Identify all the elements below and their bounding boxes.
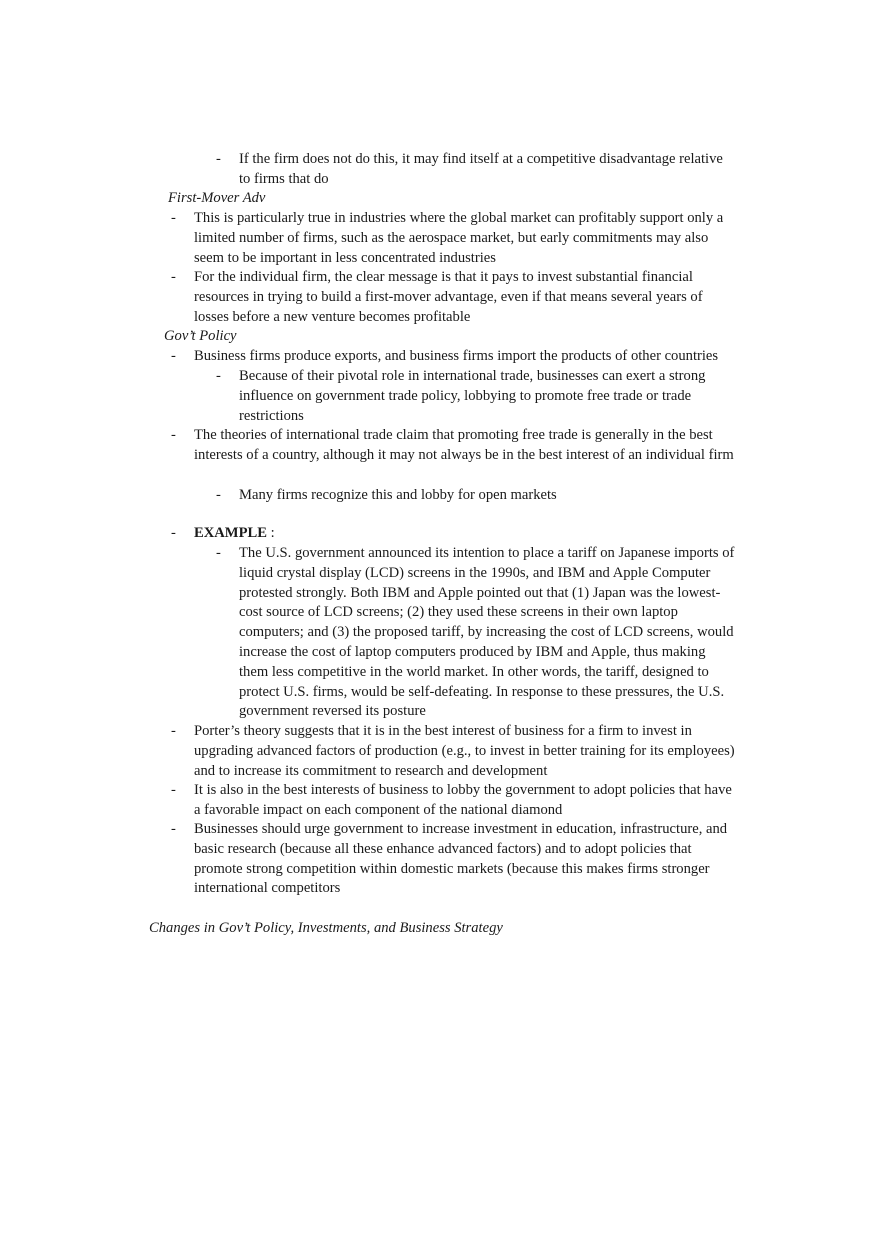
bullet-dash: - — [171, 348, 176, 364]
list-item — [171, 209, 736, 268]
bullet-dash: - — [171, 723, 176, 739]
list-item — [171, 347, 736, 367]
sub-list-item — [216, 486, 736, 506]
bullet-text: Porter’s theory suggests that it is in the best interest of business for a firm to invest in upgrading advanced factors of production (e.g., to invest in better training for its employees) and to increase its commitment to research and development — [194, 723, 735, 779]
bullet-dash: - — [171, 782, 176, 798]
bullet-text: Because of their pivotal role in international trade, businesses can exert a strong influence on government trade policy, lobbying to promote free trade or trade restrictions — [239, 368, 706, 424]
bullet-dash: - — [216, 368, 221, 384]
list-item — [171, 820, 736, 899]
bullet-dash: - — [216, 151, 221, 167]
bullet-dash: - — [216, 487, 221, 503]
list-item — [171, 722, 736, 781]
bullet-text: It is also in the best interests of business to lobby the government to adopt policies that have a favorable impact on each component of the national diamond — [194, 782, 732, 818]
list-item — [171, 268, 736, 327]
sub-list-item — [216, 544, 736, 722]
bullet-dash: - — [171, 269, 176, 285]
sub-list-item — [216, 367, 736, 426]
bullet-dash: - — [216, 545, 221, 561]
intro-bullet — [216, 150, 736, 190]
bullet-dash: - — [171, 210, 176, 226]
section-heading-first-mover: First-Mover Adv — [168, 190, 266, 206]
list-item — [171, 781, 736, 821]
example-label-suffix: : — [266, 525, 275, 541]
bullet-dash: - — [171, 821, 176, 837]
list-item — [171, 426, 736, 466]
bullet-dash: - — [171, 525, 176, 541]
bullet-dash: - — [171, 427, 176, 443]
section-heading-govt-policy: Gov’t Policy — [164, 328, 237, 344]
bullet-text: For the individual firm, the clear message is that it pays to invest substantial financial resources in trying to build a first-mover advantage, even if that means several years of losses before a new venture becomes profitable — [194, 269, 703, 325]
bullet-text: This is particularly true in industries where the global market can profitably support only a limited number of firms, such as the aerospace market, but early commitments may also seem to be important in less concentrated industries — [194, 210, 724, 266]
example-label: EXAMPLE — [194, 525, 267, 541]
bullet-text: The theories of international trade claim that promoting free trade is generally in the best interests of a country, although it may not always be in the best interest of an individual firm — [194, 427, 734, 463]
example-label-item — [171, 524, 736, 544]
closing-heading: Changes in Gov’t Policy, Investments, and Business Strategy — [149, 920, 503, 936]
bullet-text: If the firm does not do this, it may find itself at a competitive disadvantage relative to firms that do — [239, 151, 723, 187]
bullet-text: Businesses should urge government to increase investment in education, infrastructure, and basic research (because all these enhance advanced factors) and to adopt policies that promote strong competition within domestic markets (because this makes firms stronger international competitors — [194, 821, 728, 897]
example-text: The U.S. government announced its intention to place a tariff on Japanese imports of liquid crystal display (LCD) screens in the 1990s, and IBM and Apple Computer protested strongly. Both IBM and Apple pointed out that (1) Japan was the lowest-cost source of LCD screens; (2) they used these screens in their own laptop computers; and (3) the proposed tariff, by increasing the cost of LCD screens, would increase the cost of laptop computers produced by IBM and Apple, thus making them less competitive in the world market. In other words, the tariff, designed to protect U.S. firms, would be self-defeating. In response to these pressures, the U.S. government reversed its posture — [239, 545, 735, 720]
bullet-text: Business firms produce exports, and business firms import the products of other countries — [194, 348, 719, 364]
example-label-line — [194, 524, 736, 544]
bullet-text: Many firms recognize this and lobby for open markets — [239, 487, 557, 503]
